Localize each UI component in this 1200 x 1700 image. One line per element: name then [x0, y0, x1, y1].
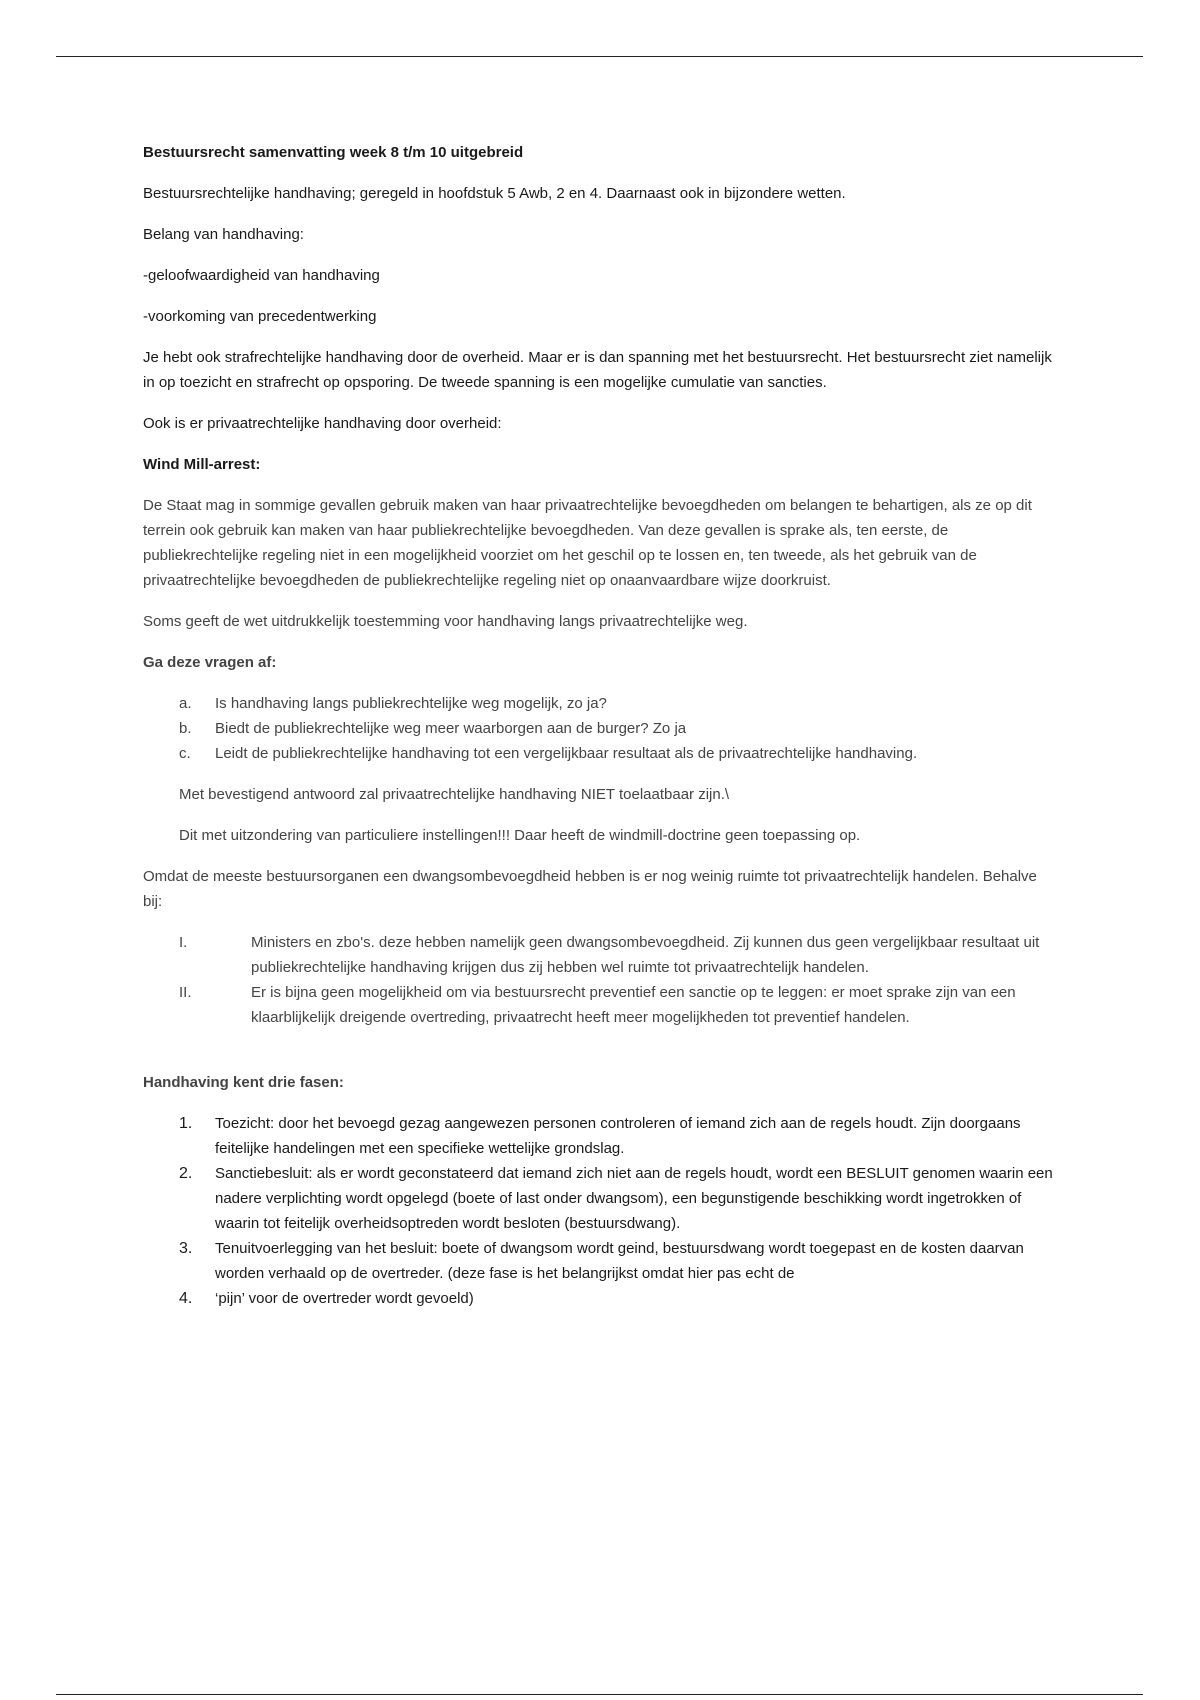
list-item-text: Sanctiebesluit: als er wordt geconstateerd dat iemand zich niet aan de regels houdt, wordt een BESLUIT genomen waarin een nadere verplichting wordt opgelegd (boete of last onder dwangsom), een begunstigende beschikking wordt ingetrokken of waarin tot feitelijk overheidsoptreden wordt besloten (bestuursdwang). — [215, 1165, 1053, 1232]
list-item — [143, 716, 1055, 741]
list-marker: 4. — [179, 1290, 193, 1307]
list-item-text: ‘pijn’ voor de overtreder wordt gevoeld) — [215, 1290, 474, 1307]
list-item — [143, 980, 1055, 1030]
uitzondering-paragraph: Dit met uitzondering van particuliere instellingen!!! Daar heeft de windmill-doctrine geen toepassing op. — [179, 827, 861, 844]
list-item-text: Is handhaving langs publiekrechtelijke weg mogelijk, zo ja? — [215, 695, 607, 712]
list-item-text: Ministers en zbo's. deze hebben namelijk geen dwangsombevoegdheid. Zij kunnen dus geen vergelijkbaar resultaat uit publiekrechtelijke handhaving krijgen dus zij hebben wel ruimte tot privaatrechtelijk handelen. — [251, 934, 1040, 976]
document-title: Bestuursrecht samenvatting week 8 t/m 10 uitgebreid — [143, 144, 524, 161]
list-item-text: Toezicht: door het bevoegd gezag aangewezen personen controleren of iemand zich aan de regels houdt. Zijn doorgaans feitelijke handelingen met een specifieke wettelijke grondslag. — [215, 1115, 1021, 1157]
belang-heading: Belang van handhaving: — [143, 226, 304, 243]
list-item-text: Biedt de publiekrechtelijke weg meer waarborgen aan de burger? Zo ja — [215, 720, 687, 737]
list-item — [143, 691, 1055, 716]
list-item — [143, 930, 1055, 980]
windmill-heading: Wind Mill-arrest: — [143, 456, 261, 473]
document-body — [143, 140, 1055, 1327]
bevestigend-paragraph: Met bevestigend antwoord zal privaatrechtelijke handhaving NIET toelaatbaar zijn.\ — [179, 786, 730, 803]
spacer — [143, 1046, 1055, 1070]
omdat-paragraph: Omdat de meeste bestuursorganen een dwangsombevoegdheid hebben is er nog weinig ruimte tot privaatrechtelijk handelen. Behalve bij: — [143, 868, 1037, 910]
list-marker: 3. — [179, 1240, 193, 1257]
list-item — [143, 1236, 1055, 1286]
list-item-text: Tenuitvoerlegging van het besluit: boete of dwangsom wordt geind, bestuursdwang wordt toegepast en de kosten daarvan worden verhaald op de overtreder. (deze fase is het belangrijkst omdat hier pas echt de — [215, 1240, 1024, 1282]
behalve-list — [143, 930, 1055, 1030]
list-item — [143, 1161, 1055, 1236]
fasen-heading: Handhaving kent drie fasen: — [143, 1074, 344, 1091]
vragen-heading: Ga deze vragen af: — [143, 654, 277, 671]
footer-rule — [56, 1694, 1143, 1695]
list-item — [143, 741, 1055, 766]
list-marker: I. — [179, 934, 188, 951]
list-marker: 2. — [179, 1165, 193, 1182]
header-rule — [56, 56, 1143, 57]
list-item-text: Leidt de publiekrechtelijke handhaving tot een vergelijkbaar resultaat als de privaatrechtelijke handhaving. — [215, 745, 918, 762]
list-marker: a. — [179, 695, 192, 712]
intro-paragraph: Bestuursrechtelijke handhaving; geregeld in hoofdstuk 5 Awb, 2 en 4. Daarnaast ook in bijzondere wetten. — [143, 185, 846, 202]
fasen-list — [143, 1111, 1055, 1311]
list-marker: b. — [179, 720, 192, 737]
list-item-text: Er is bijna geen mogelijkheid om via bestuursrecht preventief een sanctie op te leggen: er moet sprake zijn van een klaarblijkelijk dreigende overtreding, privaatrecht heeft meer mogelijkheden tot preventief handelen. — [251, 984, 1016, 1026]
windmill-paragraph: De Staat mag in sommige gevallen gebruik maken van haar privaatrechtelijke bevoegdheden om belangen te behartigen, als ze op dit terrein ook gebruik kan maken van haar publiekrechtelijke bevoegdheden. Van deze gevallen is sprake als, ten eerste, de publiekrechtelijke regeling niet in een mogelijkheid voorziet om het geschil op te lossen en, ten tweede, als het gebruik van de privaatrechtelijke bevoegdheden de publiekrechtelijke regeling niet op onaanvaardbare wijze doorkruist. — [143, 497, 1032, 589]
list-marker: c. — [179, 745, 191, 762]
list-marker: 1. — [179, 1115, 193, 1132]
strafrecht-paragraph: Je hebt ook strafrechtelijke handhaving door de overheid. Maar er is dan spanning met het bestuursrecht. Het bestuursrecht ziet namelijk in op toezicht en strafrecht op opsporing. De tweede spanning is een mogelijke cumulatie van sancties. — [143, 349, 1052, 391]
privaat-paragraph: Ook is er privaatrechtelijke handhaving door overheid: — [143, 415, 502, 432]
vragen-list — [143, 691, 1055, 766]
soms-paragraph: Soms geeft de wet uitdrukkelijk toestemming voor handhaving langs privaatrechtelijke weg. — [143, 613, 748, 630]
list-marker: II. — [179, 984, 192, 1001]
belang-item-1: -geloofwaardigheid van handhaving — [143, 267, 380, 284]
list-item — [143, 1111, 1055, 1161]
list-item — [143, 1286, 1055, 1311]
belang-item-2: -voorkoming van precedentwerking — [143, 308, 377, 325]
